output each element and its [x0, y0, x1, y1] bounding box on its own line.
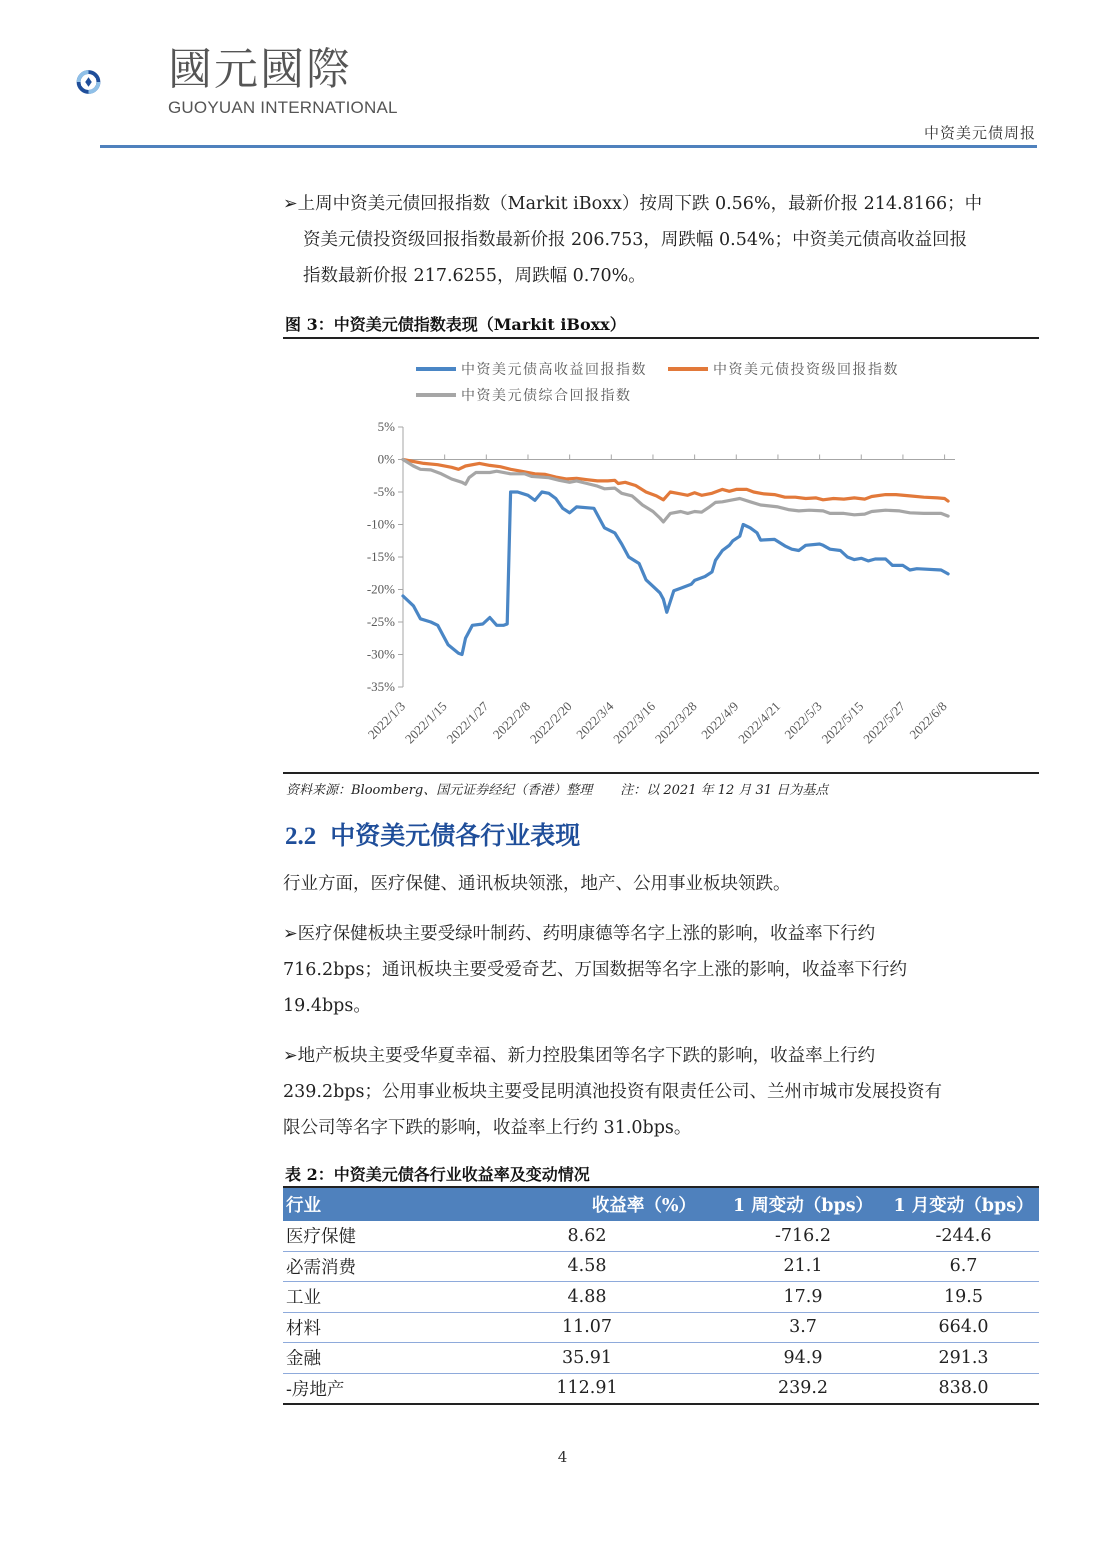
source-text: 资料来源：Bloomberg、国元证券经纪（香港）整理 — [286, 783, 593, 798]
series-line — [403, 492, 948, 655]
y-tick-label: -10% — [366, 516, 395, 532]
table-title: 表 2：中资美元债各行业收益率及变动情况 — [285, 1165, 590, 1184]
table-row — [283, 1312, 1039, 1343]
y-tick-label: -25% — [366, 614, 395, 629]
table-row — [283, 1221, 1039, 1251]
figure-top-rule — [283, 337, 1039, 339]
x-tick-label: 2022/5/3 — [781, 698, 825, 742]
table-row — [283, 1251, 1039, 1282]
cell-industry: 工业 — [283, 1282, 456, 1313]
x-tick-label: 2022/5/15 — [818, 698, 867, 747]
x-tick-label: 2022/1/3 — [364, 698, 409, 742]
bullet-arrow-icon: ➢ — [283, 194, 298, 214]
property-paragraph — [283, 1038, 1038, 1146]
section-heading — [285, 816, 580, 852]
y-tick-label: -30% — [366, 646, 395, 662]
bullet-arrow-icon: ➢ — [283, 1046, 298, 1066]
x-tick-label: 2022/5/27 — [860, 698, 909, 747]
col-header-yield: 收益率（%） — [456, 1187, 718, 1221]
x-tick-label: 2022/1/15 — [401, 698, 450, 747]
property-line-3: 限公司等名字下跌的影响，收益率上行约 31.0bps。 — [283, 1118, 692, 1138]
property-line-1: 地产板块主要受华夏幸福、新力控股集团等名字下跌的影响，收益率上行约 — [297, 1046, 876, 1066]
cell-yield: 4.58 — [456, 1251, 718, 1282]
cell-1m-change: -244.6 — [888, 1221, 1039, 1251]
legend-label: 中资美元债投资级回报指数 — [713, 362, 899, 378]
series-line — [403, 460, 948, 502]
x-tick-label: 2022/3/4 — [573, 698, 617, 742]
chart-legend — [416, 361, 899, 404]
property-line-2: 239.2bps；公用事业板块主要受昆明滇池投资有限责任公司、兰州市城市发展投资有 — [283, 1082, 942, 1102]
cell-1m-change: 19.5 — [888, 1282, 1039, 1313]
cell-industry: 金融 — [283, 1343, 456, 1374]
cell-1w-change: 3.7 — [718, 1312, 888, 1343]
col-header-1m-change: 1 月变动（bps） — [888, 1187, 1039, 1221]
report-title: 中资美元债周报 — [923, 124, 1036, 142]
legend-label: 中资美元债综合回报指数 — [461, 388, 632, 404]
cell-industry: 医疗保健 — [283, 1221, 456, 1251]
healthcare-paragraph — [283, 916, 1038, 1024]
figure-source — [286, 779, 828, 798]
y-tick-label: -15% — [366, 549, 395, 564]
table-row — [283, 1373, 1039, 1404]
y-tick-label: -20% — [366, 581, 395, 597]
intro-line-2: 资美元债投资级回报指数最新价报 206.753，周跌幅 0.54%；中资美元债高收益回报 — [303, 230, 968, 250]
cell-yield: 8.62 — [456, 1221, 718, 1251]
healthcare-line-1: 医疗保健板块主要受绿叶制药、药明康德等名字上涨的影响，收益率下行约 — [297, 924, 876, 944]
section-title: 中资美元债各行业表现 — [330, 821, 581, 850]
intro-line-1: 上周中资美元债回报指数（Markit iBoxx）按周下跌 0.56%，最新价报 214.8166；中 — [297, 194, 983, 214]
cell-1m-change: 664.0 — [888, 1312, 1039, 1343]
intro-line-3: 指数最新价报 217.6255，周跌幅 0.70%。 — [303, 266, 646, 286]
cell-1w-change: 17.9 — [718, 1282, 888, 1313]
logo-chinese-name: 國元國際 — [168, 44, 352, 95]
cell-industry: 材料 — [283, 1312, 456, 1343]
cell-1w-change: -716.2 — [718, 1221, 888, 1251]
cell-yield: 4.88 — [456, 1282, 718, 1313]
x-tick-label: 2022/1/27 — [443, 698, 492, 747]
header-divider — [100, 145, 1037, 148]
cell-industry: 必需消费 — [283, 1251, 456, 1282]
table-header-row — [283, 1187, 1039, 1221]
figure-bottom-rule — [283, 772, 1039, 774]
y-tick-label: 5% — [377, 419, 395, 434]
section-number: 2.2 — [285, 823, 317, 850]
x-tick-label: 2022/3/28 — [651, 698, 700, 747]
company-logo-mark — [75, 42, 165, 122]
series-line — [403, 460, 948, 522]
index-performance-chart — [283, 340, 1039, 772]
x-tick-label: 2022/2/20 — [526, 698, 575, 747]
intro-paragraph — [283, 186, 1038, 294]
cell-1m-change: 838.0 — [888, 1373, 1039, 1404]
table-row — [283, 1343, 1039, 1374]
cell-yield: 112.91 — [456, 1373, 718, 1404]
y-tick-label: -35% — [366, 679, 395, 694]
x-tick-label: 2022/4/9 — [698, 698, 742, 742]
page-number: 4 — [557, 1448, 568, 1466]
cell-yield: 35.91 — [456, 1343, 718, 1374]
figure-title: 图 3：中资美元债指数表现（Markit iBoxx） — [285, 315, 626, 334]
healthcare-line-2: 716.2bps；通讯板块主要受爱奇艺、万国数据等名字上涨的影响，收益率下行约 — [283, 960, 907, 980]
cell-1m-change: 6.7 — [888, 1251, 1039, 1282]
chart-series — [403, 460, 948, 655]
cell-1w-change: 239.2 — [718, 1373, 888, 1404]
table-row — [283, 1282, 1039, 1313]
x-tick-label: 2022/4/21 — [735, 698, 784, 747]
cell-yield: 11.07 — [456, 1312, 718, 1343]
x-tick-label: 2022/3/16 — [610, 698, 659, 747]
cell-1m-change: 291.3 — [888, 1343, 1039, 1374]
logo-english-name: GUOYUAN INTERNATIONAL — [168, 98, 398, 117]
healthcare-line-3: 19.4bps。 — [283, 996, 371, 1016]
cell-1w-change: 21.1 — [718, 1251, 888, 1282]
industry-yield-table — [283, 1186, 1039, 1405]
source-note: 注：以 2021 年 12 月 31 日为基点 — [620, 783, 829, 798]
y-tick-label: -5% — [373, 484, 395, 499]
x-tick-label: 2022/6/8 — [906, 698, 950, 742]
cell-industry: -房地产 — [283, 1373, 456, 1404]
bullet-arrow-icon: ➢ — [283, 924, 298, 944]
cell-1w-change: 94.9 — [718, 1343, 888, 1374]
col-header-1w-change: 1 周变动（bps） — [718, 1187, 888, 1221]
x-tick-label: 2022/2/8 — [489, 698, 534, 742]
legend-label: 中资美元债高收益回报指数 — [461, 362, 647, 378]
col-header-industry: 行业 — [283, 1187, 456, 1221]
y-tick-label: 0% — [377, 451, 395, 467]
summary-paragraph: 行业方面，医疗保健、通讯板块领涨，地产、公用事业板块领跌。 — [283, 874, 791, 894]
